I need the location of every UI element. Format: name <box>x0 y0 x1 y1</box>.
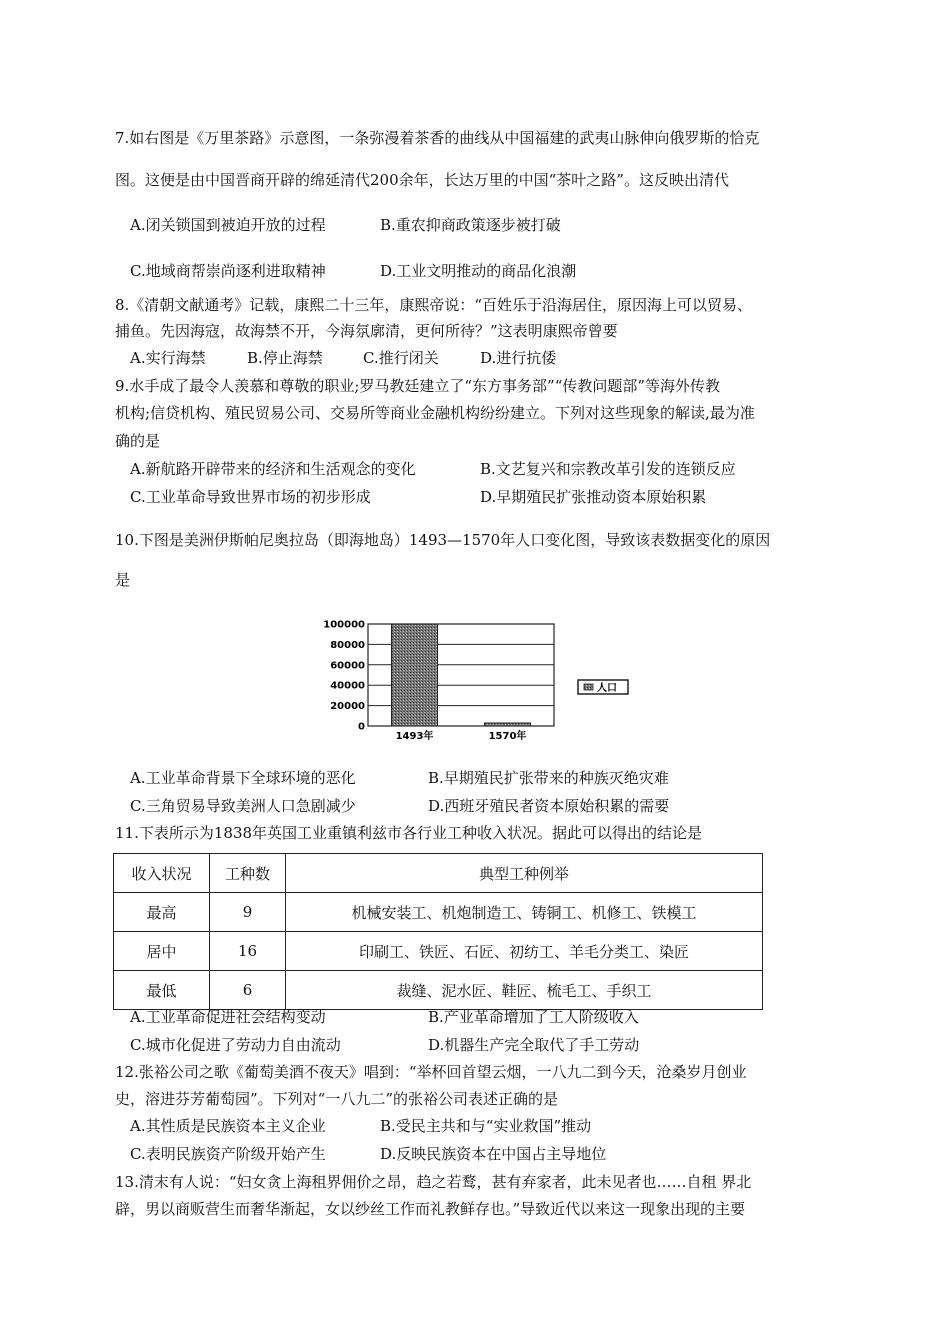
table-cell: 印刷工、铁匠、石匠、初纺工、羊毛分类工、染匠 <box>286 932 763 971</box>
y-tick-label: 80000 <box>330 639 365 651</box>
q12-option-d: D.反映民族资本在中国占主导地位 <box>380 1145 607 1163</box>
bar-1 <box>485 723 531 726</box>
y-tick-label: 100000 <box>323 619 365 631</box>
q10-option-a: A.工业革命背景下全球环境的恶化 <box>130 769 356 787</box>
table-header: 典型工种例举 <box>286 854 763 893</box>
table-cell: 6 <box>210 971 286 1010</box>
table-cell: 裁缝、泥水匠、鞋匠、梳毛工、手织工 <box>286 971 763 1010</box>
q9-option-a: A.新航路开辟带来的经济和生活观念的变化 <box>130 460 416 478</box>
q7-option-a: A.闭关锁国到被迫开放的过程 <box>130 216 326 234</box>
q12-option-c: C.表明民族资产阶级开始产生 <box>130 1145 326 1163</box>
q12-stem-line2: 史，溶进芬芳葡萄园”。下列对“一八九二”的张裕公司表述正确的是 <box>115 1090 559 1108</box>
income-table <box>113 853 763 1010</box>
q10-option-d: D.西班牙殖民者资本原始积累的需要 <box>428 797 670 815</box>
q10-option-c: C.三角贸易导致美洲人口急剧减少 <box>130 797 356 815</box>
q8-option-a: A.实行海禁 <box>130 349 206 367</box>
q7-option-d: D.工业文明推动的商品化浪潮 <box>380 262 577 280</box>
table-header-row <box>114 854 763 893</box>
q9-stem-line3: 确的是 <box>115 432 161 450</box>
q9-stem-line2: 机构;信贷机构、殖民贸易公司、交易所等商业金融机构纷纷建立。下列对这些现象的解读,最为准 <box>115 404 755 422</box>
table-header: 工种数 <box>210 854 286 893</box>
q7-option-b: B.重农抑商政策逐步被打破 <box>380 216 561 234</box>
table-cell: 机械安装工、机炮制造工、铸铜工、机修工、铁模工 <box>286 893 763 932</box>
table-cell: 最低 <box>114 971 210 1010</box>
q10-stem-line1: 10.下图是美洲伊斯帕尼奥拉岛（即海地岛）1493—1570年人口变化图，导致该表数据变化的原因 <box>115 531 771 549</box>
table-header: 收入状况 <box>114 854 210 893</box>
population-bar-chart <box>308 612 648 747</box>
table-row <box>114 932 763 971</box>
q7-option-c: C.地域商帮崇尚逐利进取精神 <box>130 262 326 280</box>
y-tick-label: 60000 <box>330 660 365 672</box>
q8-stem-line1: 8.《清朝文献通考》记载，康熙二十三年，康熙帝说：“百姓乐于沿海居住，原因海上可以贸易、 <box>115 296 752 314</box>
q12-stem-line1: 12.张裕公司之歌《葡萄美酒不夜天》唱到：“举杯回首望云烟，一八九二到今天，沧桑岁月创业 <box>115 1063 747 1081</box>
q7-stem-line2: 图。这便是由中国晋商开辟的绵延清代200余年，长达万里的中国“茶叶之路”。这反映出清代 <box>115 171 729 189</box>
q9-option-d: D.早期殖民扩张推动资本原始积累 <box>480 488 707 506</box>
table-cell: 9 <box>210 893 286 932</box>
legend-label: 人口 <box>597 683 617 694</box>
q11-option-a: A.工业革命促进社会结构变动 <box>130 1008 326 1026</box>
q10-stem-line2: 是 <box>115 571 131 589</box>
q11-stem: 11.下表所示为1838年英国工业重镇利兹市各行业工种收入状况。据此可以得出的结论是 <box>115 824 703 842</box>
table-cell: 最高 <box>114 893 210 932</box>
q8-option-b: B.停止海禁 <box>247 349 323 367</box>
y-tick-label: 0 <box>358 721 365 733</box>
q8-option-d: D.进行抗倭 <box>480 349 557 367</box>
q8-stem-line2: 捕鱼。先因海寇，故海禁不开，今海氛廓清，更何所待？”这表明康熙帝曾要 <box>115 322 618 340</box>
q12-option-b: B.受民主共和与“实业救国”推动 <box>380 1117 592 1135</box>
y-tick-label: 40000 <box>330 680 365 692</box>
q8-option-c: C.推行闭关 <box>363 349 439 367</box>
q9-option-c: C.工业革命导致世界市场的初步形成 <box>130 488 371 506</box>
q9-stem-line1: 9.水手成了最令人羡慕和尊敬的职业;罗马教廷建立了“东方事务部”“传教问题部”等海外传教 <box>115 377 721 395</box>
table-cell: 16 <box>210 932 286 971</box>
bar-0 <box>392 624 438 726</box>
q13-stem-line1: 13.清末有人说：“妇女贪上海租界佣价之昂，趋之若鹜，甚有弃家者，此未见者也……自租 界北 <box>115 1173 752 1191</box>
legend-swatch <box>584 684 593 690</box>
q11-option-d: D.机器生产完全取代了手工劳动 <box>428 1036 640 1054</box>
q13-stem-line2: 辟，男以商贩营生而奢华渐起，女以纱丝工作而礼教鲜存也。”导致近代以来这一现象出现的主要 <box>115 1200 746 1218</box>
table-row <box>114 893 763 932</box>
q10-option-b: B.早期殖民扩张带来的种族灭绝灾难 <box>428 769 669 787</box>
q9-option-b: B.文艺复兴和宗教改革引发的连锁反应 <box>480 460 736 478</box>
table-cell: 居中 <box>114 932 210 971</box>
table-row <box>114 971 763 1010</box>
q11-option-b: B.产业革命增加了工人阶级收入 <box>428 1008 639 1026</box>
y-tick-label: 20000 <box>330 701 365 713</box>
x-tick-label: 1493年 <box>395 731 434 742</box>
q12-option-a: A.其性质是民族资本主义企业 <box>130 1117 326 1135</box>
q11-option-c: C.城市化促进了劳动力自由流动 <box>130 1036 341 1054</box>
x-tick-label: 1570年 <box>488 731 527 742</box>
q7-stem-line1: 7.如右图是《万里茶路》示意图，一条弥漫着茶香的曲线从中国福建的武夷山脉伸向俄罗斯的恰克 <box>115 129 760 147</box>
